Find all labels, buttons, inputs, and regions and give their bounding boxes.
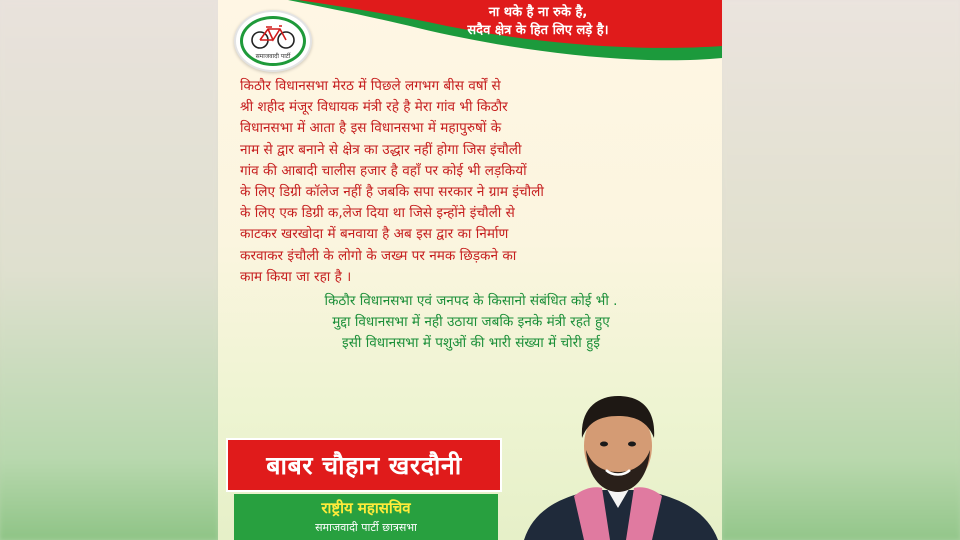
- person-photo: [514, 388, 722, 540]
- designation-banner: [234, 494, 498, 540]
- text-line: मुद्दा विधानसभा में नही उठाया जबकि इनके मंत्री रहते हुए: [332, 314, 610, 331]
- statement-text: [240, 76, 702, 355]
- text-line: किठौर विधानसभा मेरठ में पिछले लगभग बीस वर्षों से: [240, 78, 501, 94]
- text-line: नाम से द्वार बनाने से क्षेत्र का उद्धार नहीं होगा जिस इंचौली: [240, 141, 522, 158]
- designation: राष्ट्रीय महासचिव: [321, 499, 411, 517]
- text-line: काम किया जा रहा है ।: [240, 268, 352, 285]
- name-banner: [226, 438, 502, 540]
- text-line: गांव की आबादी चालीस हजार है वहाँ पर कोई भी लड़कियों: [240, 162, 527, 179]
- header-line-1: ना थके है ना रुके है,: [488, 5, 588, 20]
- text-line: काटकर खरखोदा में बनवाया है अब इस द्वार का निर्माण: [240, 226, 509, 243]
- blurred-background-left: [0, 0, 218, 540]
- blurred-background-right: [722, 0, 960, 540]
- text-line: के लिए डिग्री कॉलेज नहीं है जबकि सपा सरकार ने ग्राम इंचौली: [240, 184, 544, 201]
- text-line: इसी विधानसभा में पशुओं की भारी संख्या में चोरी हुई: [342, 335, 600, 352]
- text-line: विधानसभा में आता है इस विधानसभा में महापुरुषों के: [240, 120, 502, 137]
- text-line: श्री शहीद मंजूर विधायक मंत्री रहे है मेरा गांव भी किठौर: [240, 99, 508, 116]
- paragraph-red: [240, 76, 702, 288]
- logo-text: समाजवादी पार्टी: [255, 53, 291, 60]
- text-line: करवाकर इंचौली के लोगो के जख्म पर नमक छिड़कने का: [240, 247, 517, 264]
- poster: [218, 0, 722, 540]
- organization: समाजवादी पार्टी छात्रसभा: [315, 521, 417, 534]
- header-line-2: सदैव क्षेत्र के हित लिए लड़े है।: [467, 23, 609, 38]
- text-line: किठौर विधानसभा एवं जनपद के किसानो संबंधित कोई भी .: [324, 293, 618, 310]
- paragraph-green: [240, 291, 702, 355]
- bicycle-icon: [250, 24, 296, 50]
- leader-name: बाबर चौहान खरदौनी: [226, 438, 502, 492]
- party-logo: [234, 10, 312, 72]
- text-line: के लिए एक डिग्री क,लेज दिया था जिसे इन्होंने इंचौली से: [240, 205, 515, 222]
